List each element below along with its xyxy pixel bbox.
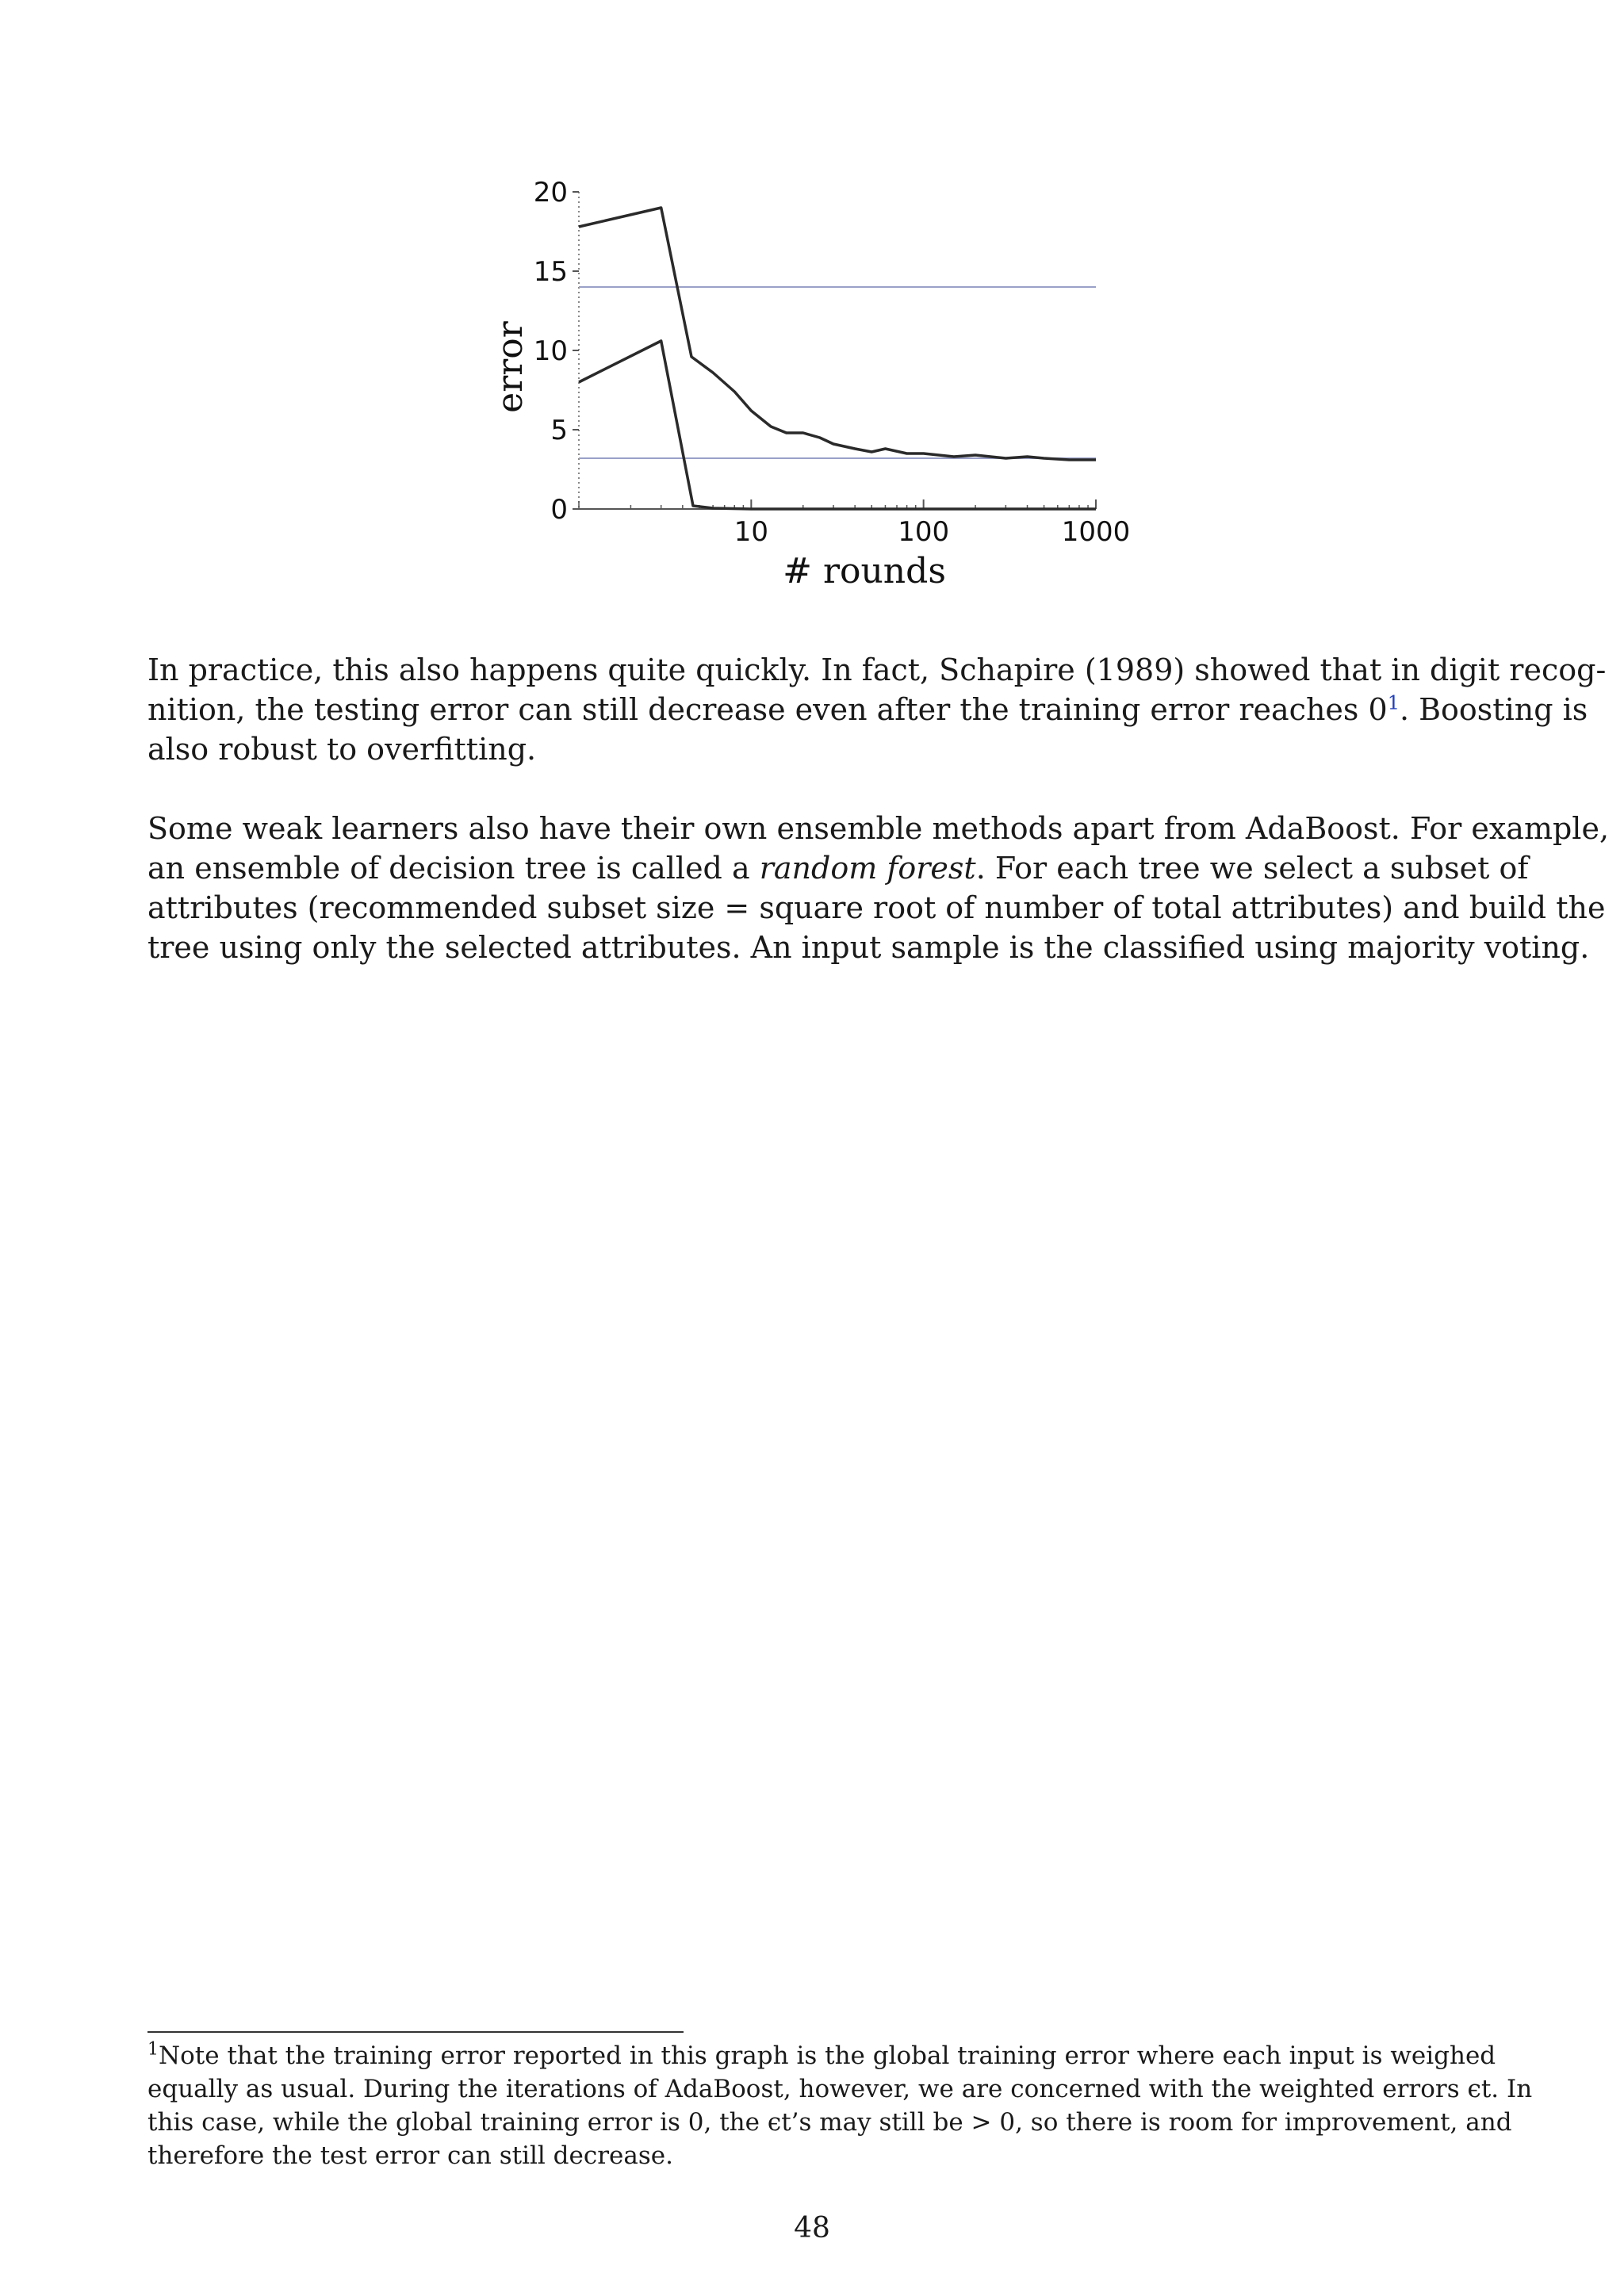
footnote-mark: 1 bbox=[147, 2039, 159, 2060]
paragraph-line: tree using only the selected attributes. An input sample is the classified using majority voting. bbox=[147, 930, 1590, 965]
x-axis-title: # rounds bbox=[783, 551, 946, 591]
paragraph-line: Some weak learners also have their own ensemble methods apart from AdaBoost. For example, bbox=[147, 811, 1610, 846]
reference-lines bbox=[579, 287, 1096, 458]
footnote-divider bbox=[147, 2031, 684, 2033]
footnote-text: Note that the training error reported in this graph is the global training error where each input is weighed bbox=[159, 2042, 1496, 2070]
y-tick-label: 20 bbox=[533, 177, 568, 209]
x-tick-label: 100 bbox=[898, 516, 950, 548]
paragraph-random-forest bbox=[147, 809, 1610, 967]
paragraph-line bbox=[147, 848, 1529, 888]
tick-labels bbox=[534, 177, 1131, 548]
series-line bbox=[579, 341, 1096, 509]
y-axis-title: error bbox=[490, 321, 530, 413]
x-tick-label: 10 bbox=[733, 516, 768, 548]
paragraph-line bbox=[147, 690, 1588, 729]
y-tick-label: 0 bbox=[550, 494, 568, 526]
error-vs-rounds-figure bbox=[476, 159, 1158, 603]
paragraph-text: . For each tree we select a subset of bbox=[975, 851, 1529, 886]
y-tick-label: 15 bbox=[533, 256, 568, 288]
footnote-reference-link[interactable]: 1 bbox=[1387, 691, 1400, 714]
paragraph-line: In practice, this also happens quite quickly. In fact, Schapire (1989) showed that in digit recog- bbox=[147, 652, 1607, 687]
axis-layer bbox=[573, 192, 1096, 509]
x-tick-label: 1000 bbox=[1061, 516, 1131, 548]
paragraph-line: attributes (recommended subset size = square root of number of total attributes) and build the bbox=[147, 890, 1606, 925]
paragraph-text: . Boosting is bbox=[1399, 692, 1588, 727]
paragraph-text: an ensemble of decision tree is called a bbox=[147, 851, 760, 886]
paragraph-text: nition, the testing error can still decrease even after the training error reaches 0 bbox=[147, 692, 1388, 727]
footnote bbox=[147, 2039, 1533, 2172]
paragraph-line: also robust to overfitting. bbox=[147, 732, 537, 767]
y-tick-label: 10 bbox=[533, 335, 568, 367]
random-forest-term: random forest bbox=[759, 851, 976, 886]
page-number: 48 bbox=[794, 2212, 830, 2244]
series-lines bbox=[579, 208, 1096, 509]
footnote-line: therefore the test error can still decrease. bbox=[147, 2141, 673, 2170]
error-chart bbox=[476, 159, 1158, 603]
y-tick-label: 5 bbox=[550, 415, 568, 446]
footnote-line: this case, while the global training error is 0, the ϵt’s may still be > 0, so there is room for improvement, and bbox=[147, 2108, 1512, 2137]
footnote-line: equally as usual. During the iterations of AdaBoost, however, we are concerned with the weighted errors ϵt. In bbox=[147, 2075, 1533, 2103]
footnote-line bbox=[147, 2039, 1496, 2072]
paragraph-practice bbox=[147, 650, 1607, 769]
series-line bbox=[579, 208, 1096, 460]
